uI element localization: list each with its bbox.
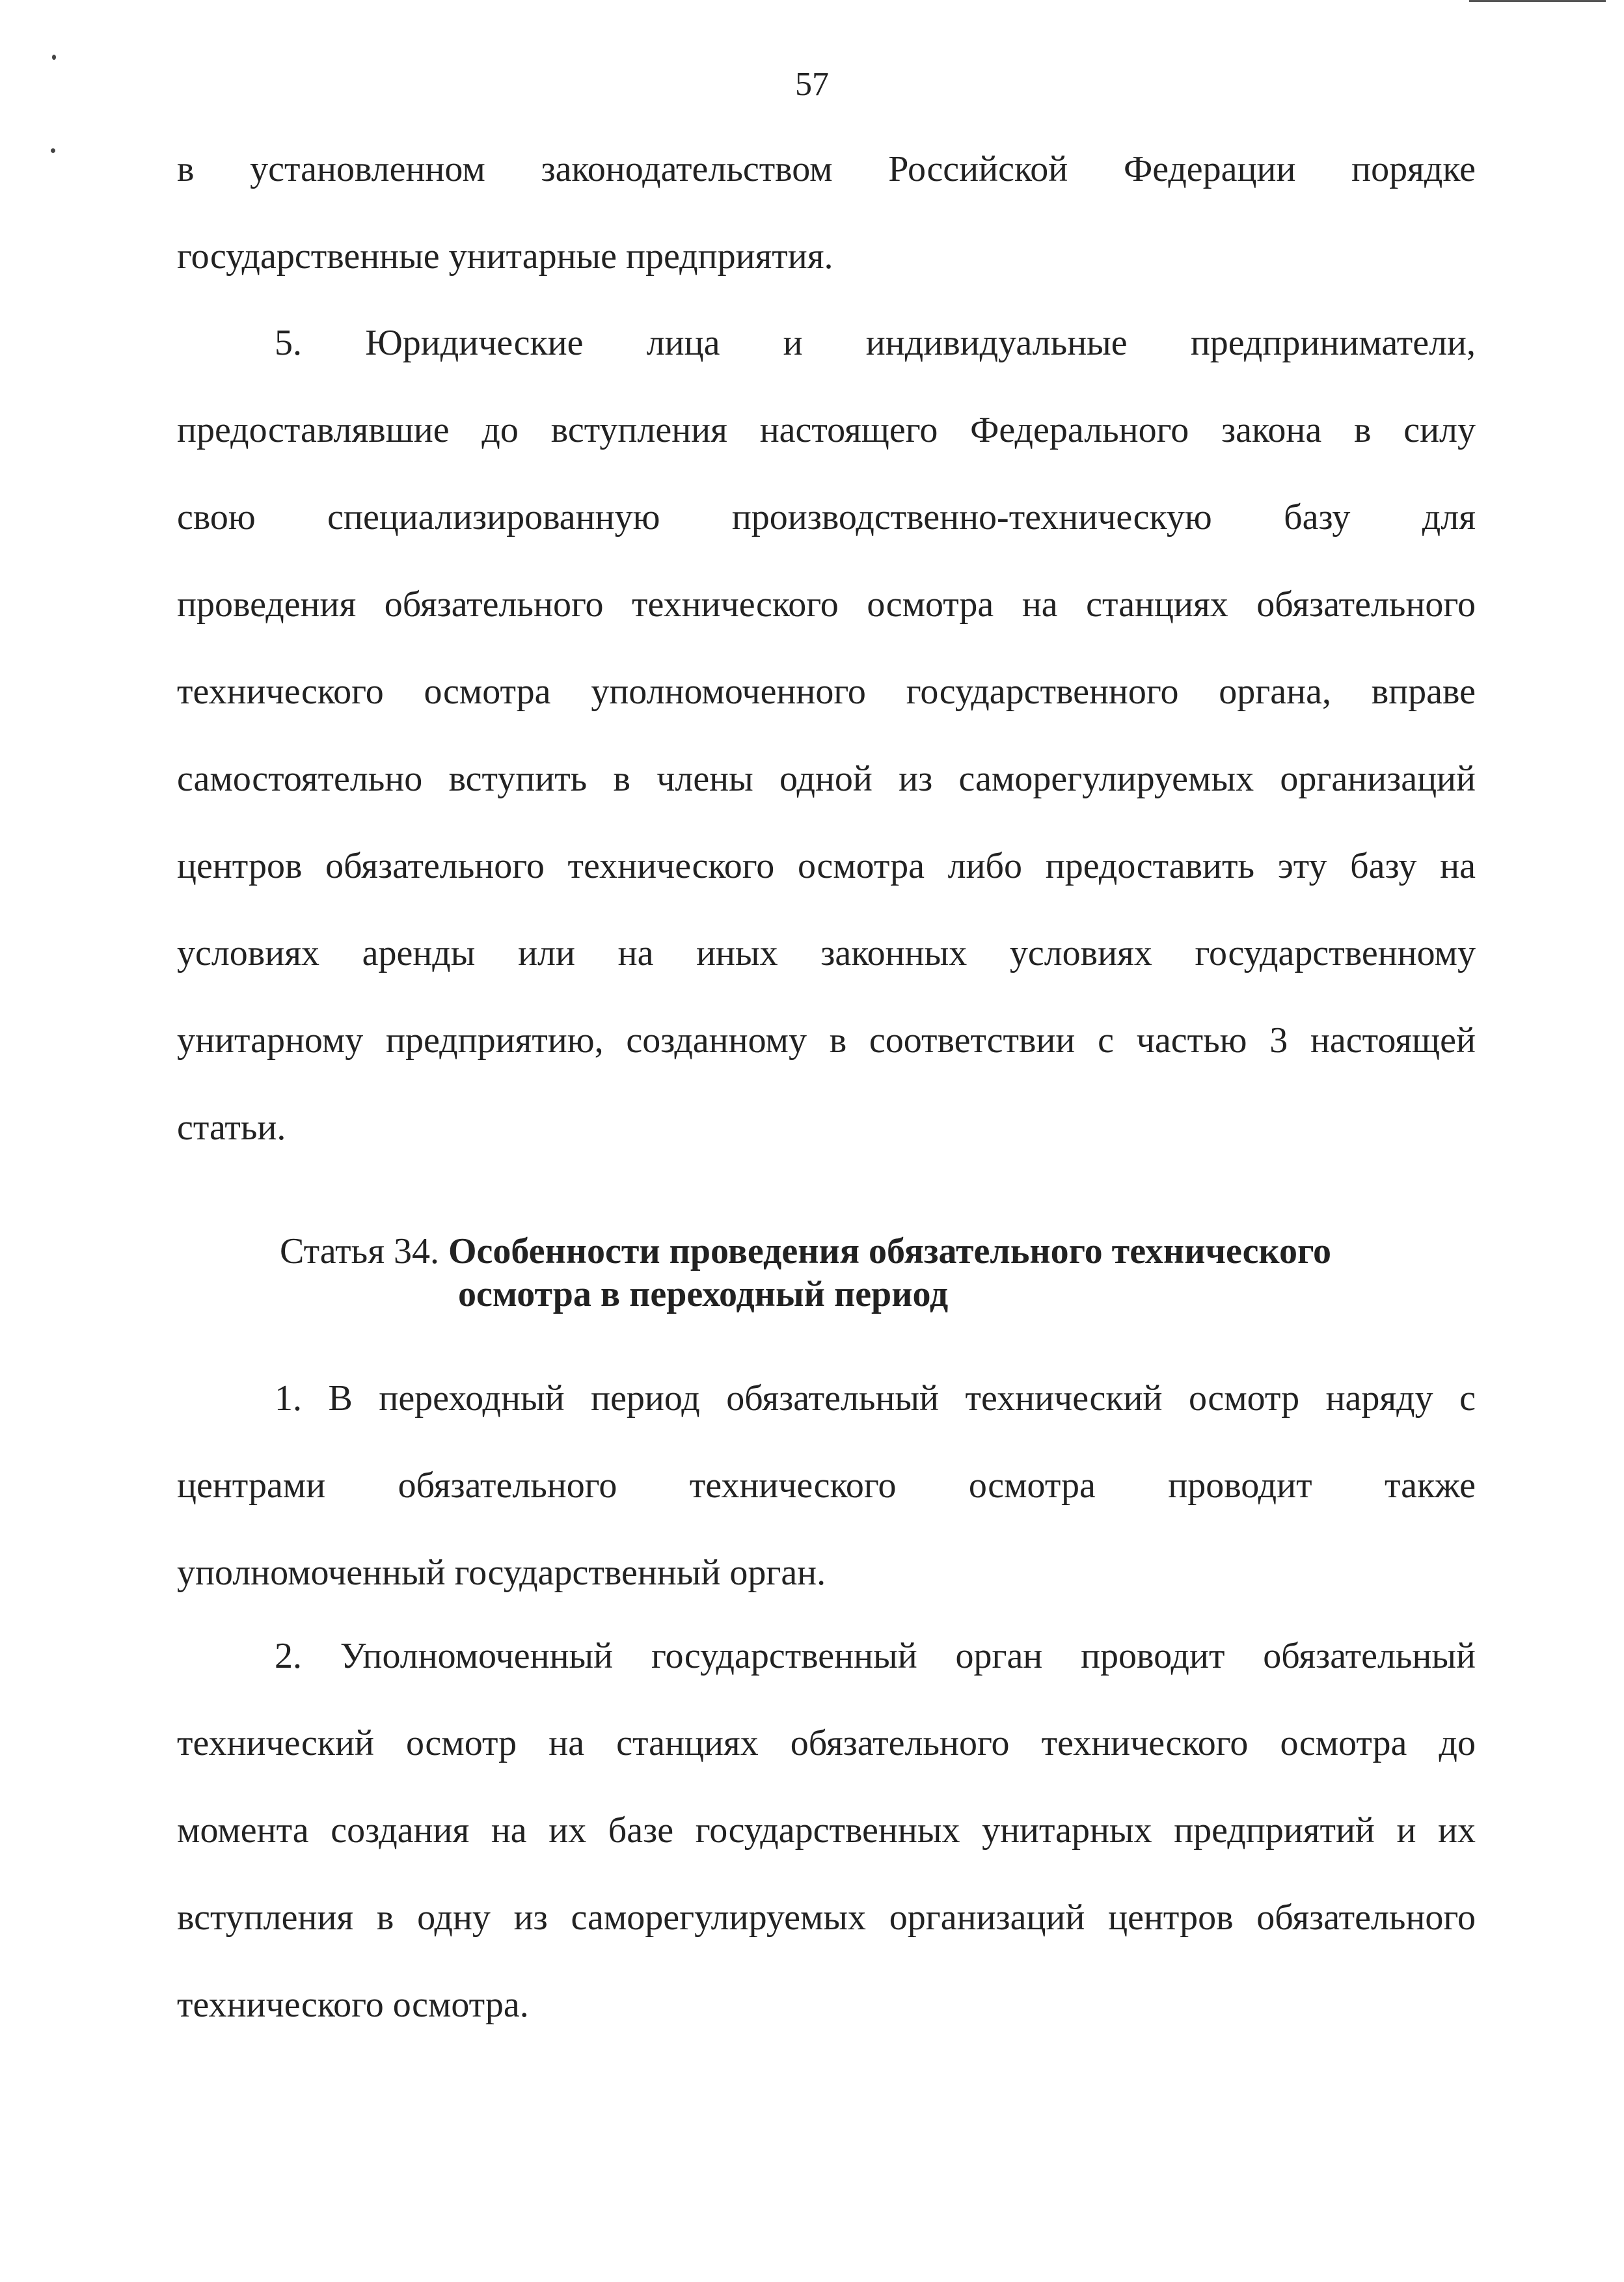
text-line: уполномоченный государственный орган. bbox=[177, 1553, 826, 1593]
scan-speck bbox=[51, 148, 55, 153]
article-title-line-1: Особенности проведения обязательного технического bbox=[448, 1231, 1331, 1271]
text-line: унитарному предприятию, созданному в соответствии с частью 3 настоящей bbox=[177, 1020, 1476, 1061]
text-line: вступления в одну из саморегулируемых организаций центров обязательного bbox=[177, 1897, 1476, 1938]
text-line: 2. Уполномоченный государственный орган проводит обязательный bbox=[275, 1636, 1476, 1676]
text-line: центров обязательного технического осмотра либо предоставить эту базу на bbox=[177, 846, 1476, 886]
page-number: 57 bbox=[795, 66, 829, 103]
text-line: технического осмотра уполномоченного государственного органа, вправе bbox=[177, 672, 1476, 712]
text-line: свою специализированную производственно-техническую базу для bbox=[177, 497, 1476, 537]
text-line: государственные унитарные предприятия. bbox=[177, 236, 833, 277]
text-line: предоставлявшие до вступления настоящего Федерального закона в силу bbox=[177, 410, 1476, 450]
text-line: 1. В переходный период обязательный технический осмотр наряду с bbox=[275, 1378, 1476, 1419]
text-line: в установленном законодательством Российской Федерации порядке bbox=[177, 149, 1476, 189]
text-line: проведения обязательного технического осмотра на станциях обязательного bbox=[177, 584, 1476, 625]
article-paragraph-1 bbox=[177, 1355, 1476, 1616]
paragraph-5 bbox=[177, 299, 1476, 1171]
article-title-line-2: осмотра в переходный период bbox=[458, 1274, 949, 1314]
text-line: 5. Юридические лица и индивидуальные предприниматели, bbox=[275, 323, 1476, 363]
paragraph-continuation bbox=[177, 126, 1476, 300]
text-line: самостоятельно вступить в члены одной из саморегулируемых организаций bbox=[177, 759, 1476, 799]
text-line: условиях аренды или на иных законных условиях государственному bbox=[177, 933, 1476, 973]
scan-edge-line bbox=[1469, 0, 1606, 2]
text-line: технического осмотра. bbox=[177, 1985, 529, 2025]
article-paragraph-2 bbox=[177, 1612, 1476, 2048]
text-line: технический осмотр на станциях обязательного технического осмотра до bbox=[177, 1723, 1476, 1763]
article-label: Статья 34. bbox=[280, 1231, 439, 1271]
text-line: момента создания на их базе государственных унитарных предприятий и их bbox=[177, 1810, 1476, 1851]
text-line: центрами обязательного технического осмотра проводит также bbox=[177, 1465, 1476, 1506]
scan-speck bbox=[52, 55, 56, 60]
article-heading bbox=[280, 1230, 1451, 1316]
text-line: статьи. bbox=[177, 1107, 286, 1148]
